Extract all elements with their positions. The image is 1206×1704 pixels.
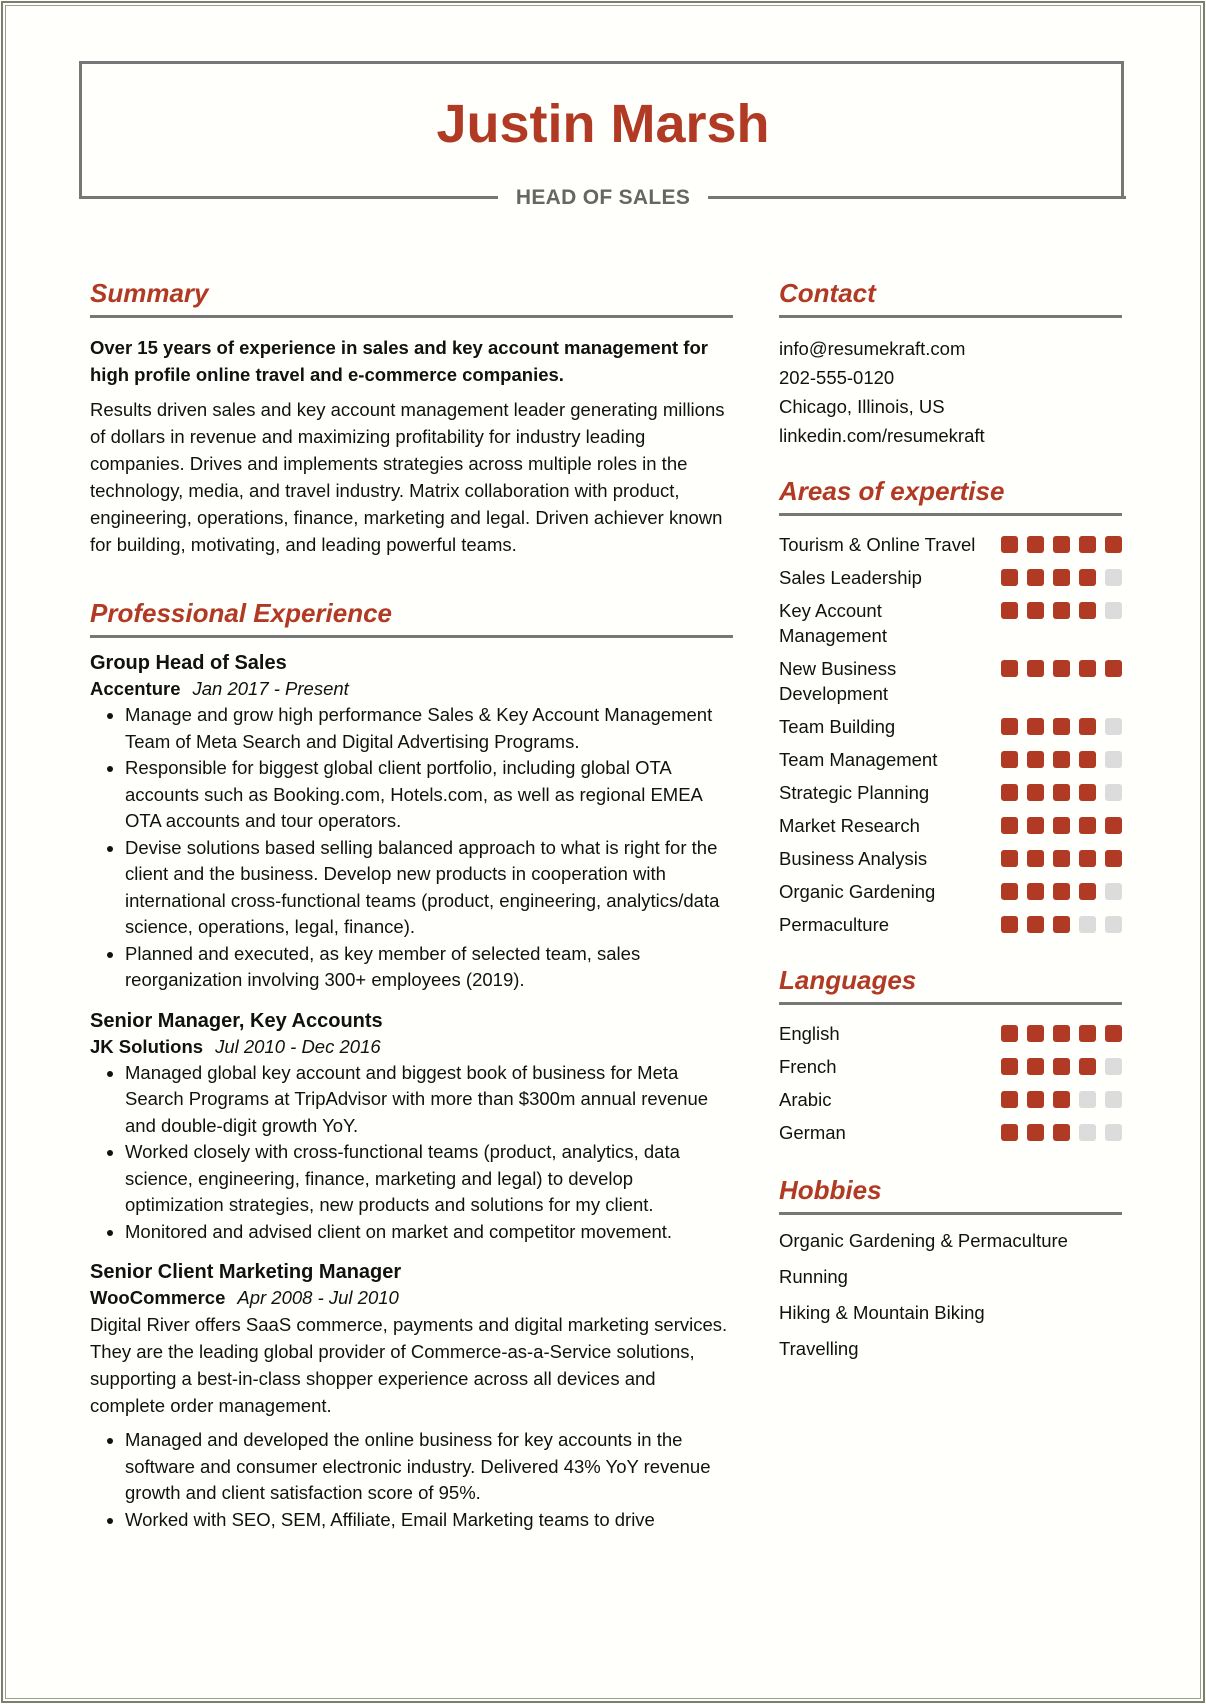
languages-row bbox=[779, 1087, 1122, 1112]
candidate-name: Justin Marsh bbox=[436, 94, 770, 154]
rating-dot-filled bbox=[1001, 1058, 1018, 1075]
expertise-name: Business Analysis bbox=[779, 848, 928, 869]
rating-dot-filled bbox=[1027, 1025, 1044, 1042]
hobby-item: Travelling bbox=[779, 1338, 859, 1359]
job-dates: Jan 2017 - Present bbox=[192, 678, 349, 699]
rating-dot-filled bbox=[1027, 850, 1044, 867]
expertise-section bbox=[779, 476, 1122, 937]
rating-dots bbox=[1001, 532, 1122, 553]
hobbies-section bbox=[779, 1175, 1122, 1367]
job-bullet: • Devise solutions based selling balanced approach to what is right for the client and the business. Develop new products in cooperation with international cross-functional teams (product, engineering, analytics/data science, operations, legal, finance). bbox=[125, 835, 733, 941]
expertise-name: Market Research bbox=[779, 815, 920, 836]
rating-dot-filled bbox=[1079, 751, 1096, 768]
rating-dot-filled bbox=[1105, 817, 1122, 834]
rating-dots bbox=[1001, 565, 1122, 586]
languages-name: Arabic bbox=[779, 1089, 832, 1110]
job-description: Digital River offers SaaS commerce, payments and digital marketing services. They are the leading global provider of Commerce-as-a-Service solutions, supporting a best-in-class shopper experience across all devices and complete order management. bbox=[90, 1314, 728, 1416]
expertise-row bbox=[779, 532, 1122, 557]
rating-dot-filled bbox=[1001, 883, 1018, 900]
languages-name: English bbox=[779, 1023, 840, 1044]
job-bullet: • Monitored and advised client on market and competitor movement. bbox=[125, 1219, 733, 1246]
rating-dots bbox=[1001, 656, 1122, 677]
rating-dot-filled bbox=[1079, 718, 1096, 735]
rating-dots bbox=[1001, 714, 1122, 735]
rating-dot-filled bbox=[1001, 850, 1018, 867]
rating-dot-filled bbox=[1053, 751, 1070, 768]
expertise-row bbox=[779, 780, 1122, 805]
job-company: JK Solutions bbox=[90, 1035, 204, 1057]
rating-dots bbox=[1001, 1120, 1122, 1141]
languages-row bbox=[779, 1120, 1122, 1145]
section-title-experience: Professional Experience bbox=[90, 598, 733, 638]
expertise-row bbox=[779, 846, 1122, 871]
rating-dots bbox=[1001, 879, 1122, 900]
section-title-languages: Languages bbox=[779, 965, 1122, 1005]
rating-dot-filled bbox=[1027, 883, 1044, 900]
rating-dots bbox=[1001, 747, 1122, 768]
expertise-name: Strategic Planning bbox=[779, 782, 930, 803]
section-title-expertise: Areas of expertise bbox=[779, 476, 1122, 516]
rating-dot-filled bbox=[1079, 536, 1096, 553]
rating-dot-filled bbox=[1079, 817, 1096, 834]
rating-dot-filled bbox=[1027, 569, 1044, 586]
rating-dot-filled bbox=[1053, 1124, 1070, 1141]
expertise-row bbox=[779, 656, 1122, 706]
job-role: Group Head of Sales bbox=[90, 652, 287, 674]
rating-dot-filled bbox=[1027, 660, 1044, 677]
job-meta bbox=[90, 676, 733, 702]
rating-dot-filled bbox=[1053, 660, 1070, 677]
rating-dot-filled bbox=[1053, 916, 1070, 933]
expertise-name: Key Account Management bbox=[779, 600, 887, 646]
expertise-name: Tourism & Online Travel bbox=[779, 534, 976, 555]
hobby-item: Organic Gardening & Permaculture bbox=[779, 1230, 1068, 1251]
job-bullet: • Responsible for biggest global client portfolio, including global OTA accounts such as Booking.com, Hotels.com, as well as regional EMEA OTA accounts and tour operators. bbox=[125, 755, 733, 835]
rating-dot-filled bbox=[1079, 850, 1096, 867]
rating-dot-filled bbox=[1053, 1091, 1070, 1108]
rating-dot-filled bbox=[1027, 602, 1044, 619]
expertise-name: Team Building bbox=[779, 716, 896, 737]
rating-dot-empty bbox=[1105, 602, 1122, 619]
rating-dots bbox=[1001, 912, 1122, 933]
rating-dot-empty bbox=[1105, 883, 1122, 900]
job-bullet: • Worked with SEO, SEM, Affiliate, Email Marketing teams to drive bbox=[125, 1507, 733, 1534]
contact-email[interactable]: info@resumekraft.com bbox=[779, 338, 966, 359]
rating-dot-filled bbox=[1001, 569, 1018, 586]
rating-dot-filled bbox=[1001, 718, 1018, 735]
rating-dot-filled bbox=[1079, 1058, 1096, 1075]
expertise-list bbox=[779, 532, 1122, 937]
rating-dot-filled bbox=[1027, 817, 1044, 834]
expertise-name: Permaculture bbox=[779, 914, 890, 935]
job-dates: Jul 2010 - Dec 2016 bbox=[215, 1035, 381, 1057]
rating-dot-empty bbox=[1105, 916, 1122, 933]
contact-section bbox=[779, 278, 1122, 450]
rating-dot-filled bbox=[1105, 536, 1122, 553]
experience-section bbox=[90, 598, 733, 1533]
rating-dots bbox=[1001, 1021, 1122, 1042]
right-column bbox=[779, 278, 1122, 1367]
rating-dot-filled bbox=[1027, 718, 1044, 735]
expertise-row bbox=[779, 714, 1122, 739]
rating-dot-empty bbox=[1105, 784, 1122, 801]
rating-dot-filled bbox=[1105, 850, 1122, 867]
job-meta bbox=[90, 1034, 733, 1060]
job-meta bbox=[90, 1285, 733, 1311]
expertise-name: Organic Gardening bbox=[779, 881, 936, 902]
rating-dot-filled bbox=[1027, 751, 1044, 768]
rating-dot-filled bbox=[1053, 850, 1070, 867]
expertise-name: Team Management bbox=[779, 749, 938, 770]
job-role: Senior Client Marketing Manager bbox=[90, 1261, 402, 1283]
expertise-row bbox=[779, 565, 1122, 590]
rating-dot-filled bbox=[1053, 602, 1070, 619]
rating-dot-filled bbox=[1001, 536, 1018, 553]
rating-dot-empty bbox=[1105, 1124, 1122, 1141]
rating-dot-filled bbox=[1079, 784, 1096, 801]
contact-linkedin[interactable]: linkedin.com/resumekraft bbox=[779, 425, 985, 446]
languages-section bbox=[779, 965, 1122, 1145]
rating-dots bbox=[1001, 780, 1122, 801]
languages-name: French bbox=[779, 1056, 837, 1077]
rating-dot-filled bbox=[1001, 784, 1018, 801]
job-entry bbox=[90, 1259, 733, 1533]
rating-dot-filled bbox=[1079, 1025, 1096, 1042]
rating-dot-filled bbox=[1053, 883, 1070, 900]
rating-dot-filled bbox=[1053, 1058, 1070, 1075]
rating-dot-filled bbox=[1053, 569, 1070, 586]
rating-dot-filled bbox=[1001, 1091, 1018, 1108]
rating-dot-empty bbox=[1105, 1058, 1122, 1075]
summary-section bbox=[90, 278, 733, 558]
rating-dot-filled bbox=[1105, 1025, 1122, 1042]
rating-dot-filled bbox=[1079, 883, 1096, 900]
rating-dot-filled bbox=[1027, 1058, 1044, 1075]
job-list bbox=[90, 650, 733, 1533]
job-bullet: • Manage and grow high performance Sales & Key Account Management Team of Meta Search and Digital Advertising Programs. bbox=[125, 702, 733, 755]
summary-body: Results driven sales and key account management leader generating millions of dollars in revenue and maximizing profitability for industry leading companies. Drives and implements strategies across multiple roles in the technology, media, and travel industry. Matrix collaboration with product, engineering, operations, finance, marketing and legal. Driven achiever known for building, motivating, and leading powerful teams. bbox=[90, 399, 725, 555]
rating-dot-filled bbox=[1001, 817, 1018, 834]
hobby-item: Running bbox=[779, 1266, 848, 1287]
rating-dot-filled bbox=[1053, 718, 1070, 735]
section-title-contact: Contact bbox=[779, 278, 1122, 318]
rating-dot-empty bbox=[1105, 1091, 1122, 1108]
rating-dot-empty bbox=[1079, 1091, 1096, 1108]
contact-location: Chicago, Illinois, US bbox=[779, 396, 945, 417]
expertise-row bbox=[779, 598, 1122, 648]
rating-dot-filled bbox=[1027, 916, 1044, 933]
rating-dot-filled bbox=[1001, 602, 1018, 619]
rating-dot-filled bbox=[1027, 1124, 1044, 1141]
rating-dots bbox=[1001, 846, 1122, 867]
rating-dot-empty bbox=[1105, 751, 1122, 768]
rating-dot-filled bbox=[1053, 817, 1070, 834]
rating-dot-filled bbox=[1053, 1025, 1070, 1042]
language-list bbox=[779, 1021, 1122, 1145]
rating-dot-empty bbox=[1079, 1124, 1096, 1141]
rating-dots bbox=[1001, 598, 1122, 619]
languages-row bbox=[779, 1054, 1122, 1079]
rating-dot-filled bbox=[1001, 916, 1018, 933]
rating-dot-filled bbox=[1001, 660, 1018, 677]
job-bullet: • Managed and developed the online business for key accounts in the software and consumer electronic industry. Delivered 43% YoY revenue growth and client satisfaction score of 95%. bbox=[125, 1427, 733, 1507]
job-entry bbox=[90, 650, 733, 994]
job-bullet: • Planned and executed, as key member of selected team, sales reorganization involving 300+ employees (2019). bbox=[125, 941, 733, 994]
job-title: HEAD OF SALES bbox=[515, 186, 691, 209]
expertise-name: Sales Leadership bbox=[779, 567, 922, 588]
rating-dot-filled bbox=[1027, 784, 1044, 801]
job-bullets bbox=[90, 1427, 733, 1533]
section-title-hobbies: Hobbies bbox=[779, 1175, 1122, 1215]
expertise-row bbox=[779, 879, 1122, 904]
expertise-row bbox=[779, 912, 1122, 937]
rating-dot-filled bbox=[1053, 536, 1070, 553]
expertise-row bbox=[779, 747, 1122, 772]
rating-dots bbox=[1001, 1054, 1122, 1075]
rating-dot-empty bbox=[1105, 718, 1122, 735]
rating-dot-filled bbox=[1001, 1124, 1018, 1141]
rating-dot-filled bbox=[1079, 602, 1096, 619]
rating-dot-filled bbox=[1079, 569, 1096, 586]
languages-name: German bbox=[779, 1122, 846, 1143]
title-rule-right bbox=[708, 196, 1126, 199]
job-bullet: • Worked closely with cross-functional teams (product, analytics, data science, engineering, finance, marketing and legal) to develop optimization strategies, new products and solutions for my client. bbox=[125, 1139, 733, 1219]
job-company: WooCommerce bbox=[90, 1287, 226, 1308]
job-bullet: • Managed global key account and biggest book of business for Meta Search Programs at TripAdvisor with more than $300m annual revenue and double-digit growth YoY. bbox=[125, 1060, 733, 1140]
job-role: Senior Manager, Key Accounts bbox=[90, 1009, 383, 1032]
rating-dot-filled bbox=[1053, 784, 1070, 801]
summary-lead: Over 15 years of experience in sales and key account management for high profile online travel and e-commerce companies. bbox=[90, 337, 708, 385]
job-bullets bbox=[90, 1060, 733, 1246]
title-rule-left bbox=[79, 196, 498, 199]
expertise-name: New Business Development bbox=[779, 658, 897, 704]
job-dates: Apr 2008 - Jul 2010 bbox=[237, 1287, 399, 1308]
rating-dot-empty bbox=[1105, 569, 1122, 586]
rating-dot-filled bbox=[1027, 536, 1044, 553]
job-company: Accenture bbox=[90, 678, 181, 699]
section-title-summary: Summary bbox=[90, 278, 733, 318]
rating-dots bbox=[1001, 1087, 1122, 1108]
rating-dots bbox=[1001, 813, 1122, 834]
hobby-item: Hiking & Mountain Biking bbox=[779, 1302, 985, 1323]
rating-dot-empty bbox=[1079, 916, 1096, 933]
rating-dot-filled bbox=[1105, 660, 1122, 677]
rating-dot-filled bbox=[1079, 660, 1096, 677]
hobby-list bbox=[779, 1223, 1122, 1367]
left-column bbox=[90, 278, 733, 1533]
rating-dot-filled bbox=[1027, 1091, 1044, 1108]
contact-phone[interactable]: 202-555-0120 bbox=[779, 367, 895, 388]
job-bullets bbox=[90, 702, 733, 994]
rating-dot-filled bbox=[1001, 751, 1018, 768]
job-entry bbox=[90, 1008, 733, 1246]
rating-dot-filled bbox=[1001, 1025, 1018, 1042]
languages-row bbox=[779, 1021, 1122, 1046]
expertise-row bbox=[779, 813, 1122, 838]
